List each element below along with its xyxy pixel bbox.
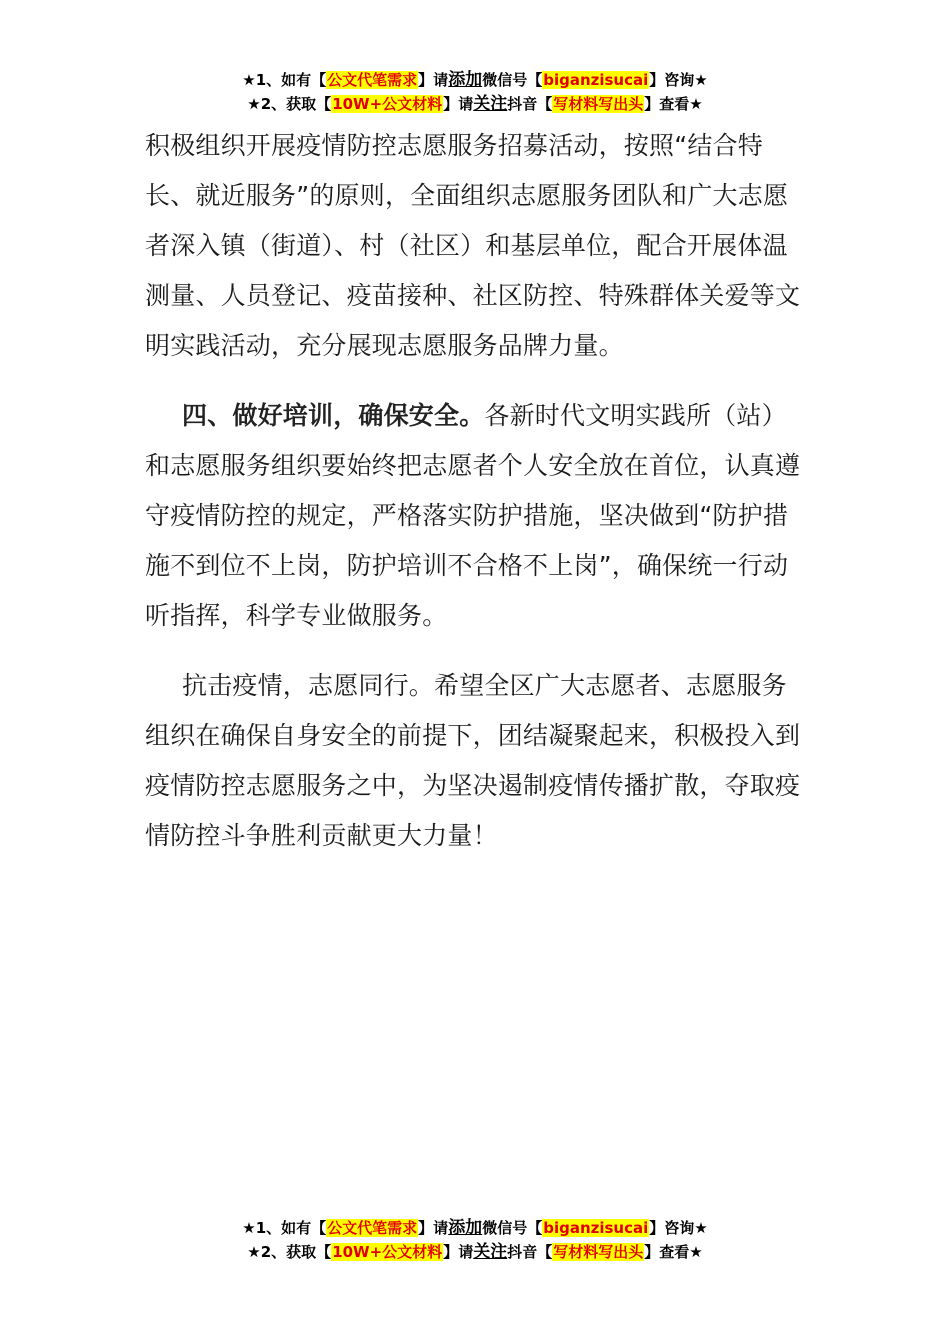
- banner-douyin-id: 写材料写出头: [553, 95, 644, 113]
- banner-line-2: [0, 92, 950, 116]
- star-icon: ★: [247, 1243, 261, 1261]
- paragraph-text: 各新时代文明实践所（站）和志愿服务组织要始终把志愿者个人安全放在首位，认真遵守疫情防控的规定，严格落实防护措施，坚决做到“防护措施不到位不上岗，防护培训不合格不上岗”，确保统一行动听指挥，科学专业做服务。: [145, 401, 801, 630]
- banner-text: 微信号【: [482, 71, 543, 89]
- header-banner: [0, 68, 950, 116]
- banner-text: 】请: [418, 1219, 449, 1237]
- banner-text: 】请: [418, 71, 449, 89]
- banner-wechat-id: biganzisucai: [543, 1219, 649, 1237]
- banner-text: 】请: [443, 1243, 474, 1261]
- banner-line-1: [0, 1216, 950, 1240]
- banner-emphasis: 添加: [448, 70, 483, 90]
- star-icon: ★: [242, 1219, 256, 1237]
- banner-text: 】咨询★: [649, 1219, 708, 1237]
- star-icon: ★: [242, 71, 256, 89]
- banner-line-1: [0, 68, 950, 92]
- banner-emphasis: 添加: [448, 1218, 483, 1238]
- banner-text: 】请: [443, 95, 474, 113]
- banner-text: 抖音【: [507, 95, 553, 113]
- banner-highlight: 公文代笔需求: [327, 1219, 418, 1237]
- banner-highlight: 公文代笔需求: [327, 71, 418, 89]
- paragraph-closing: 抗击疫情，志愿同行。希望全区广大志愿者、志愿服务组织在确保自身安全的前提下，团结凝聚起来，积极投入到疫情防控志愿服务之中，为坚决遏制疫情传播扩散，夺取疫情防控斗争胜利贡献更大力量！: [145, 671, 801, 850]
- banner-text: 】查看★: [644, 1243, 703, 1261]
- paragraph-training-safety: [145, 391, 810, 641]
- banner-emphasis: 关注: [473, 1242, 508, 1262]
- banner-highlight: 10W+公文材料: [332, 95, 443, 113]
- banner-highlight: 10W+公文材料: [332, 1243, 443, 1261]
- banner-text: 抖音【: [507, 1243, 553, 1261]
- banner-emphasis: 关注: [473, 94, 508, 114]
- banner-text: 1、如有【: [255, 71, 327, 89]
- banner-text: 】查看★: [644, 95, 703, 113]
- banner-wechat-id: biganzisucai: [543, 71, 649, 89]
- banner-text: 2、获取【: [260, 95, 332, 113]
- banner-text: 2、获取【: [260, 1243, 332, 1261]
- banner-text: 】咨询★: [649, 71, 708, 89]
- banner-douyin-id: 写材料写出头: [553, 1243, 644, 1261]
- banner-text: 微信号【: [482, 1219, 543, 1237]
- banner-line-2: [0, 1240, 950, 1264]
- section-heading: 四、做好培训，确保安全。: [182, 401, 485, 430]
- document-body: [145, 121, 810, 881]
- star-icon: ★: [247, 95, 261, 113]
- footer-banner: [0, 1216, 950, 1264]
- paragraph-recruitment: 积极组织开展疫情防控志愿服务招募活动，按照“结合特长、就近服务”的原则，全面组织志愿服务团队和广大志愿者深入镇（街道）、村（社区）和基层单位，配合开展体温测量、人员登记、疫苗接种、社区防控、特殊群体关爱等文明实践活动，充分展现志愿服务品牌力量。: [145, 131, 801, 360]
- banner-text: 1、如有【: [255, 1219, 327, 1237]
